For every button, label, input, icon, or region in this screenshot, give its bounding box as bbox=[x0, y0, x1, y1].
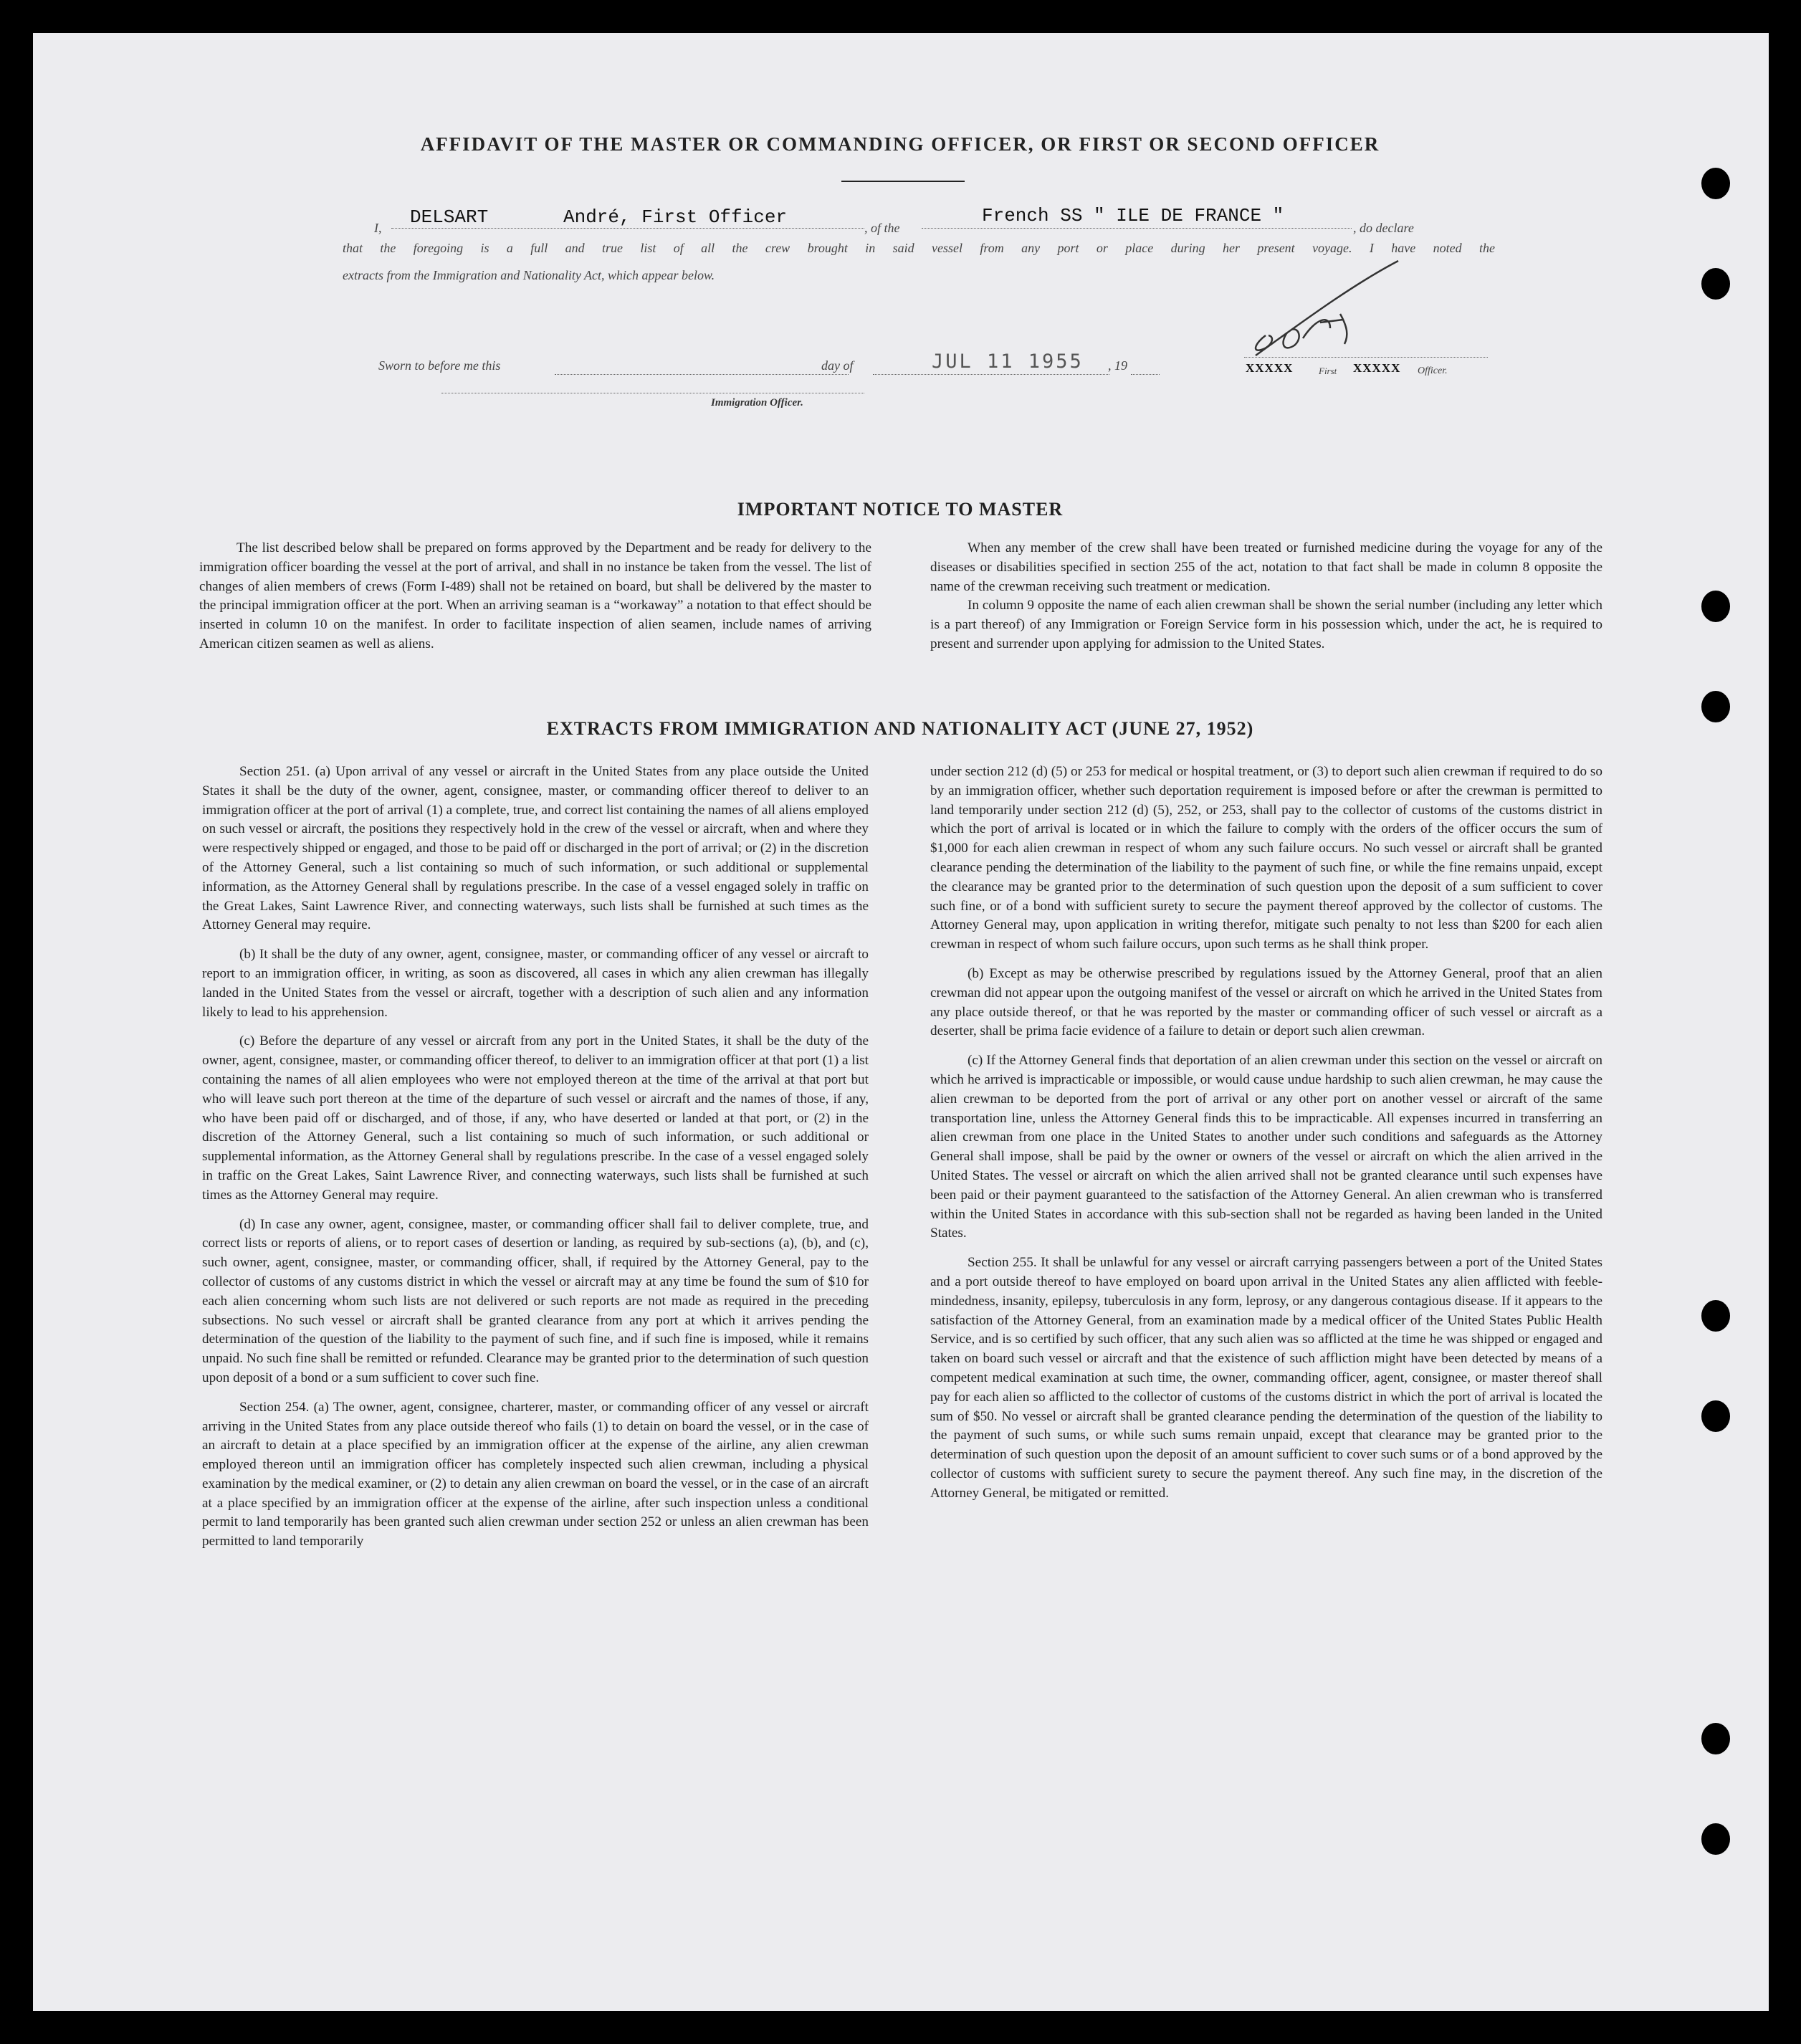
punch-hole bbox=[1701, 1823, 1730, 1855]
affidavit-title: AFFIDAVIT OF THE MASTER OR COMMANDING OFFICER, OR FIRST OR SECOND OFFICER bbox=[420, 133, 1380, 155]
notice-right-paragraph: When any member of the crew shall have been treated or furnished medicine during the voyage for any of the diseases or disabilities specified in section 255 of the act, notation to that fact shall be made in column 8 opposite the name of the crewman receiving such treatment or medication. bbox=[930, 540, 1602, 594]
section-251-d: (d) In case any owner, agent, consignee, master, or commanding officer shall fail to deliver complete, true, and correct lists or reports of aliens, or to report cases of desertion or landing, as required by sub-sections (a), (b), and (c), such owner, agent, consignee, master, or commanding officer, shall, if required by the Attorney General, pay to the collector of customs of any customs district in which the vessel or aircraft may at any time be found the sum of $10 for each alien concerning whom such lists are not delivered or such reports are not made as required in the preceding subsections. No such vessel or aircraft shall be granted clearance from any port at which it arrives pending the determination of the question of the liability to the payment of such fine, and if such fine is imposed, while it remains unpaid. No such fine shall be remitted or refunded. Clearance may be granted prior to the determination of such question upon deposit of a bond or a sum sufficient to cover such fine. bbox=[202, 1216, 869, 1385]
notice-right-column bbox=[930, 539, 1602, 664]
notice-left-paragraph: The list described below shall be prepared on forms approved by the Department and be ready for delivery to the immigration officer boarding the vessel at the port of arrival, and shall in no instance be taken from the vessel. The list of changes of alien members of crews (Form I-489) shall not be retained on board, but shall be delivered by the master to the principal immigration officer at the port. When an arriving seaman is a “workaway” a notation to that effect should be inserted in column 10 on the manifest. In order to facilitate inspection of alien seamen, include names of arriving American citizen seamen as well as aliens. bbox=[199, 540, 871, 651]
extracts-title: EXTRACTS FROM IMMIGRATION AND NATIONALITY ACT (JUNE 27, 1952) bbox=[546, 718, 1254, 739]
extracts-left-column bbox=[202, 763, 869, 1562]
section-255: Section 255. It shall be unlawful for any vessel or aircraft carrying passengers between a port of the United States and a port outside thereof to have employed on board upon arrival in the United States any alien afflicted with feeble-mindedness, insanity, epilepsy, tuberculosis in any form, leprosy, or any dangerous contagious disease. If it appears to the satisfaction of the Attorney General, from an examination made by a medical officer of the United States Public Health Service, and is so certified by such officer, that any such alien was so afflicted at the time he was shipped or engaged and taken on board such vessel or aircraft and that the existence of such affliction might have been detected by means of a competent medical examination at such time, the owner, commanding officer, agent, consignee, or master thereof shall pay for each alien so afflicted to the collector of customs of the customs district in which the port of arrival is located the sum of $50. No vessel or aircraft shall be granted clearance pending the determination of the question of the liability to the payment of such sums, or while such sums remain unpaid, except that clearance may be granted prior to the determination of such question upon the deposit of an amount sufficient to cover such sums or of a bond approved by the collector of customs with sufficient surety to secure the payment thereof. Any such fine may, in the discretion of the Attorney General, be mitigated or remitted. bbox=[930, 1255, 1602, 1501]
punch-hole bbox=[1701, 168, 1730, 199]
sworn-line bbox=[555, 374, 849, 375]
signature-line bbox=[1244, 357, 1488, 358]
officer-label: Officer. bbox=[1418, 366, 1448, 376]
notice-title: IMPORTANT NOTICE TO MASTER bbox=[737, 499, 1064, 520]
punch-hole bbox=[1701, 591, 1730, 622]
document-page bbox=[33, 33, 1769, 2011]
officer-signature bbox=[1223, 248, 1409, 370]
section-254-a: Section 254. (a) The owner, agent, consignee, charterer, master, or commanding officer of any vessel or aircraft arriving in the United States from any place outside thereof who fails (1) to detain on board the vessel, or in the case of an aircraft to detain at a place specified by an immigration officer at the expense of the airline, any alien crewman employed thereon until an immigration officer has completely inspected such alien crewman, including a physical examination by the medical examiner, or (2) to detain any alien crewman on board the vessel, or in the case of an aircraft at a place specified by an immigration officer at the expense of the airline, after such inspection unless a conditional permit to land temporarily has been granted such alien crewman under section 252 or unless an alien crewman has been permitted to land temporarily bbox=[202, 1399, 869, 1549]
title-rule bbox=[841, 181, 965, 182]
name-line bbox=[391, 228, 864, 229]
crew-surname: DELSART bbox=[410, 206, 489, 228]
of-the-label: , of the bbox=[864, 221, 900, 235]
punch-hole bbox=[1701, 1300, 1730, 1332]
section-251-a: Section 251. (a) Upon arrival of any vessel or aircraft in the United States from any place outside the United States it shall be the duty of the owner, agent, consignee, master, or commanding officer thereof to deliver to an immigration officer at the port of arrival (1) a complete, true, and correct list containing the names of all aliens employed on such vessel or aircraft, the positions they respectively hold in the crew of the vessel or aircraft, when and where they were respectively shipped or engaged, and those to be paid off or discharged in the port of arrival; or (2) in the discretion of the Attorney General, such a list containing so much of such information, or such additional or supplemental information, as the Attorney General shall by regulations prescribe. In the case of a vessel engaged solely in traffic on the Great Lakes, Saint Lawrence River, and connecting waterways, such lists shall be furnished at such times as the Attorney General may require. bbox=[202, 764, 869, 933]
date-stamp: JUL 11 1955 bbox=[932, 350, 1084, 373]
officer-strike-2: XXXXX bbox=[1353, 361, 1401, 375]
declaration-line-1: that the foregoing is a full and true list of all the crew brought in said vessel from any port or place during her present voyage. I have noted the bbox=[343, 241, 1495, 255]
notice-right-paragraph: In column 9 opposite the name of each alien crewman shall be shown the serial number (including any letter which is a part thereof) of any Immigration or Foreign Service form in his possession which, under the act, he is required to present and surrender upon applying for admission to the United States. bbox=[930, 598, 1602, 651]
i-label: I, bbox=[374, 221, 382, 235]
declaration-line-2: extracts from the Immigration and Nationality Act, which appear below. bbox=[343, 268, 715, 282]
extracts-right-column bbox=[930, 763, 1602, 1513]
notice-left-column bbox=[199, 539, 871, 664]
vessel-line bbox=[922, 228, 1352, 229]
officer-first-label: First bbox=[1319, 366, 1337, 376]
section-254-a-continued: under section 212 (d) (5) or 253 for medical or hospital treatment, or (3) to deport such alien crewman if required to do so by an immigration officer, whether such deportation requirement is imposed before or after the crewman is permitted to land temporarily under section 212 (d) (5), 252, or 253, shall pay to the collector of customs of the customs district in which the port of arrival is located or in which the failure to comply with the orders of the officer occurs the sum of $1,000 for each alien crewman in respect of whom any such failure occurs. No such vessel or aircraft shall be granted clearance pending the determination of the liability to the payment of such fine, or while the fine remains unpaid, except the clearance may be granted prior to the determination of such question upon the deposit of a sum sufficient to cover such fine, or of a bond with sufficient surety to secure the payment thereof approved by the collector of customs. The Attorney General may, upon application in writing therefor, mitigate such penalty to not less than $200 for each alien crewman in respect of whom such failure occurs, upon such terms as he shall think proper. bbox=[930, 764, 1602, 952]
sworn-label: Sworn to before me this bbox=[378, 358, 501, 373]
immigration-officer-label: Immigration Officer. bbox=[711, 397, 803, 409]
punch-hole bbox=[1701, 1723, 1730, 1754]
year-line bbox=[1131, 374, 1160, 375]
punch-hole bbox=[1701, 268, 1730, 300]
section-254-c: (c) If the Attorney General finds that deportation of an alien crewman under this section on the vessel or aircraft on which he arrived is impracticable or impossible, or would cause undue hardship to such alien crewman, he may cause the alien crewman to be deported from the port of arrival or any other port on another vessel or aircraft of the same transportation line, unless the Attorney General finds this to be impracticable. All expenses incurred in transferring an alien crewman from one place in the United States to another under such conditions and safeguards as the Attorney General shall impose, shall be paid by the owner or owners of the vessel or aircraft on which the alien arrived in the United States. The vessel or aircraft on which the alien arrived shall not be granted clearance until such expenses have been paid or their payment guaranteed to the satisfaction of the Attorney General. An alien crewman who is transferred within the United States in accordance with this sub-section shall not be regarded as having been landed in the United States. bbox=[930, 1053, 1602, 1241]
vessel-name: French SS " ILE DE FRANCE " bbox=[982, 205, 1284, 226]
section-254-b: (b) Except as may be otherwise prescribed by regulations issued by the Attorney General, proof that an alien crewman did not appear upon the outgoing manifest of the vessel or aircraft on which he arrived in the United States from any place outside thereof, or that he was reported by the master or commanding officer of such vessel or aircraft as a deserter, shall be prima facie evidence of a failure to detain or deport such alien crewman. bbox=[930, 965, 1602, 1039]
punch-hole bbox=[1701, 1400, 1730, 1432]
crew-name-rank: André, First Officer bbox=[563, 206, 788, 228]
date-line bbox=[873, 374, 1109, 375]
section-251-c: (c) Before the departure of any vessel or aircraft from any port in the United States, it shall be the duty of the owner, agent, consignee, master, or commanding officer thereof, to deliver to an immigration officer at that port (1) a list containing the names of all alien employees who were not employed thereon at the time of the arrival at that port but who will leave such port thereon at the time of the departure of such vessel or aircraft and the names of those, if any, who have been paid off or discharged, and of those, if any, who have deserted or landed at that port, or (2) in the discretion of the Attorney General, such a list containing so much of such information, or such additional or supplemental information, as the Attorney General shall by regulations prescribe. In the case of a vessel engaged solely in traffic on the Great Lakes, Saint Lawrence River, and connecting waterways, such lists shall be furnished at such times as the Attorney General may require. bbox=[202, 1033, 869, 1203]
year-label: , 19 bbox=[1108, 358, 1127, 373]
section-251-b: (b) It shall be the duty of any owner, agent, consignee, master, or commanding officer of any vessel or aircraft to report to an immigration officer, in writing, as soon as discovered, all cases in which any alien crewman has illegally landed in the United States from the vessel or aircraft, together with a description of such alien and any information likely to lead to his apprehension. bbox=[202, 947, 869, 1020]
day-of-label: day of bbox=[821, 358, 854, 373]
do-declare-label: , do declare bbox=[1353, 221, 1414, 235]
officer-strike-1: XXXXX bbox=[1246, 361, 1294, 375]
